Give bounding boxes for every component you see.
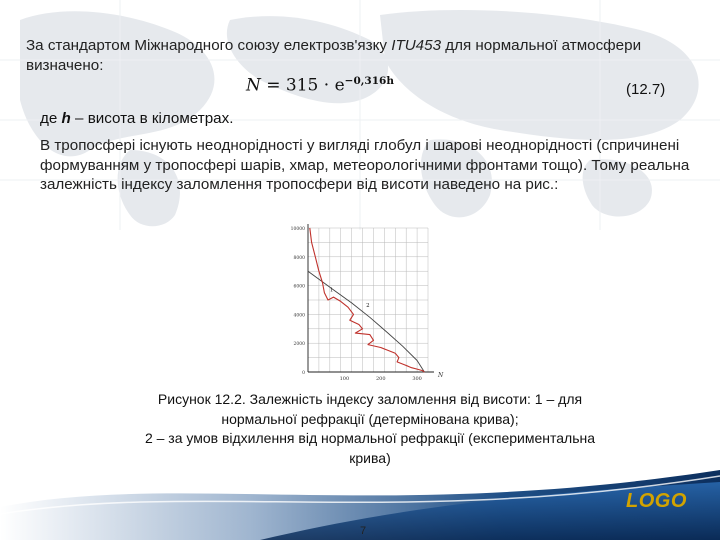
figure-caption bbox=[70, 390, 670, 468]
where-variable: h bbox=[61, 110, 71, 127]
itu-standard-name: ITU453 bbox=[391, 37, 442, 54]
series-number-label: 1 bbox=[329, 287, 334, 294]
troposphere-paragraph: В тропосфері існують неоднорідності у вигляді глобул і шарові неоднорідності (спричинені формуванням у тропосфері шарів, хмар, метеорологічними фронтами тощо). Тому реальна залежність індексу заломлення тропосфери від висоти наведено на рис.: bbox=[40, 137, 690, 193]
x-tick-label: 100 bbox=[339, 376, 350, 382]
caption-line: 2 – за умов відхилення від нормальної рефракції (експериментальна bbox=[144, 430, 596, 446]
x-axis-label: N bbox=[438, 372, 444, 379]
formula-body: = 315 · e bbox=[266, 75, 345, 96]
y-tick-label: 0 bbox=[302, 371, 305, 376]
series-line-1 bbox=[308, 271, 424, 372]
refraction-chart bbox=[270, 220, 470, 390]
y-tick-label: 4000 bbox=[293, 313, 305, 319]
refractivity-formula bbox=[246, 75, 394, 96]
caption-line: крива) bbox=[349, 449, 391, 466]
intro-text-prefix: За стандартом Міжнародного союзу електрозв'язку bbox=[26, 37, 392, 54]
intro-text-suffix: для нормальної атмосфери визначено: bbox=[26, 37, 642, 74]
refraction-chart-svg bbox=[270, 220, 470, 390]
series-number-label: 2 bbox=[366, 303, 370, 310]
logo: LOGO bbox=[626, 490, 687, 512]
y-tick-label: 6000 bbox=[293, 284, 305, 290]
formula-exponent: −0,316h bbox=[344, 75, 394, 87]
caption-line: Рисунок 12.2. Залежність індексу заломлення від висоти: 1 – для bbox=[157, 391, 583, 407]
equation-number: (12.7) bbox=[626, 81, 666, 98]
page-number: 7 bbox=[360, 525, 367, 537]
intro-paragraph bbox=[26, 36, 694, 75]
caption-line: нормальної рефракції (детермінована крива); bbox=[221, 410, 519, 427]
y-tick-label: 10000 bbox=[290, 227, 305, 232]
x-tick-label: 300 bbox=[412, 376, 422, 382]
where-prefix: де bbox=[40, 110, 62, 127]
where-line bbox=[40, 110, 233, 127]
x-tick-label: 200 bbox=[375, 376, 386, 382]
where-suffix: – висота в кілометрах. bbox=[70, 110, 234, 127]
y-tick-label: 2000 bbox=[293, 342, 305, 348]
formula-lhs: N bbox=[246, 75, 261, 96]
y-tick-label: 8000 bbox=[293, 255, 305, 261]
